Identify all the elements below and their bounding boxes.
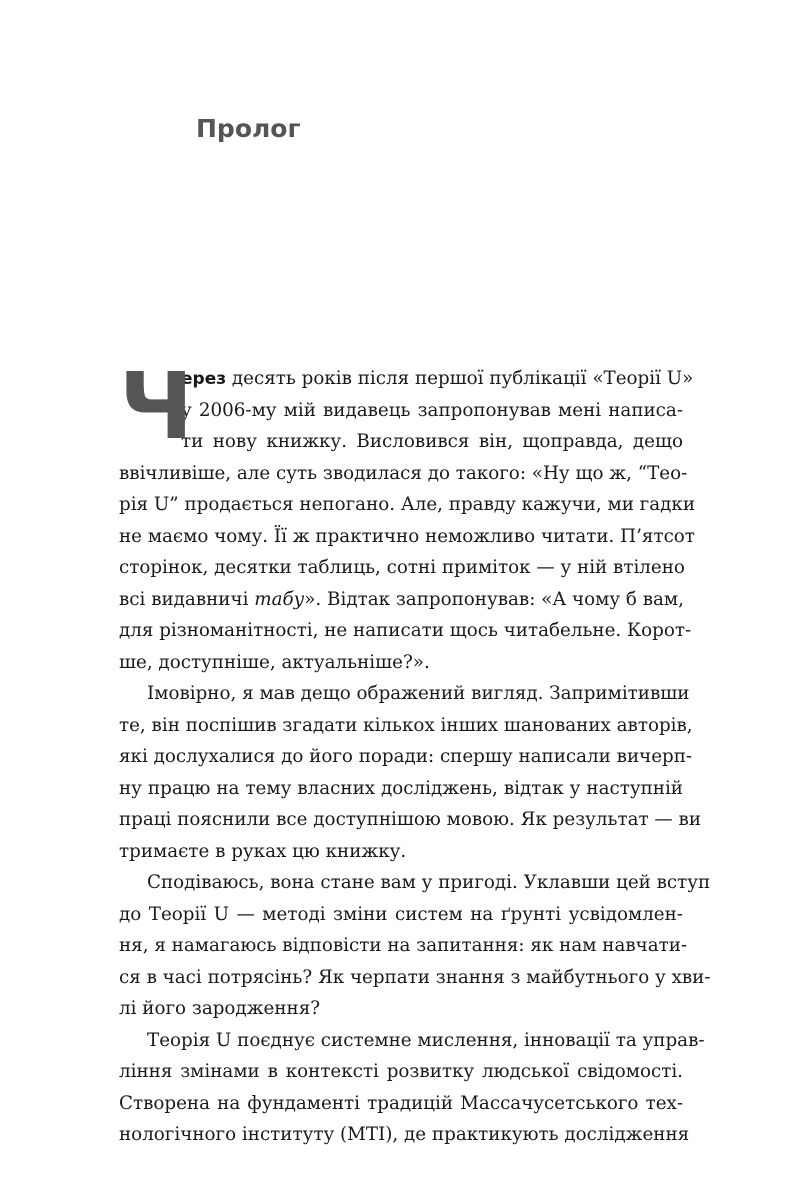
text-line: тримаєте в руках цю книжку. bbox=[119, 840, 407, 862]
text-line: ввічливіше, але суть зводилася до такого: «Ну що ж, “Тео- bbox=[119, 462, 688, 484]
text-line: у 2006-му мій видавець запропонував мені написа- bbox=[181, 399, 683, 421]
text-line: Створена на фундаменті традицій Массачусетського тех- bbox=[119, 1092, 683, 1114]
italic-word: табу bbox=[254, 588, 305, 610]
text-line: ну працю на тему власних досліджень, відтак у наступній bbox=[119, 777, 683, 799]
text-line: не маємо чому. Її ж практично неможливо читати. П’ятсот bbox=[119, 525, 695, 547]
paragraph-3 bbox=[119, 867, 711, 1025]
text-line: до Теорії U — методі зміни систем на ґрунті усвідомлен- bbox=[119, 903, 683, 925]
body-text bbox=[119, 353, 711, 1151]
text-line: ся в часі потрясінь? Як черпати знання з майбутнього у хви- bbox=[119, 966, 711, 988]
text-line: для різноманітності, не написати щось читабельне. Корот- bbox=[119, 620, 692, 641]
text-line: Імовірно, я мав дещо ображений вигляд. Запримітивши bbox=[147, 683, 690, 704]
text-line: ління змінами в контексті розвитку людської свідомості. bbox=[119, 1061, 683, 1082]
paragraph-1 bbox=[119, 353, 696, 678]
text-line: ше, доступніше, актуальніше?». bbox=[119, 651, 430, 673]
text-line: Сподіваюсь, вона стане вам у пригоді. Уклавши цей вступ bbox=[147, 872, 711, 893]
text-line: лі його зародження? bbox=[119, 998, 321, 1019]
text-line: Теорія U поєднує системне мислення, інновації та управ- bbox=[147, 1029, 705, 1051]
text-line: те, він поспішив згадати кількох інших шанованих авторів, bbox=[119, 714, 693, 736]
text-line: ня, я намагаюсь відповісти на запитання: як нам навчати- bbox=[119, 935, 688, 956]
text-line: нологічного інституту (MTI), де практикують дослідження bbox=[119, 1124, 690, 1145]
text-line: всі видавничі табу». Відтак запропонував: «А чому б вам, bbox=[119, 588, 684, 610]
text-line: які дослухалися до його поради: спершу написали вичерп- bbox=[119, 746, 693, 767]
text-line: праці пояснили все доступнішою мовою. Як результат — ви bbox=[119, 809, 702, 830]
lead-in-bold: ерез bbox=[181, 369, 227, 389]
paragraph-2 bbox=[119, 678, 702, 867]
text-line: сторінок, десятки таблиць, сотні приміток — у ній втілено bbox=[119, 557, 685, 578]
text-line: ерез десять років після першої публікації «Теорії U» bbox=[181, 368, 694, 389]
paragraph-4 bbox=[119, 1025, 705, 1151]
text-line: ти нову книжку. Висловився він, щоправда, дещо bbox=[181, 431, 683, 452]
chapter-title: Пролог bbox=[196, 114, 301, 143]
drop-cap-letter: Ч bbox=[119, 353, 194, 460]
text-line: рія U” продається непогано. Але, правду кажучи, ми гадки bbox=[119, 494, 696, 515]
